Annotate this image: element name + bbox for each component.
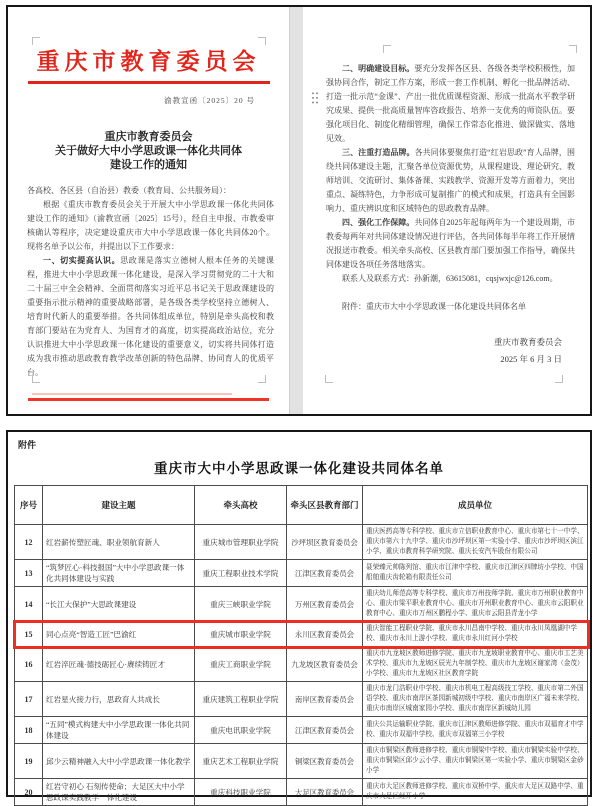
cell-no: 13 xyxy=(15,560,43,587)
communities-table-body xyxy=(15,525,588,806)
table-row xyxy=(15,717,588,744)
cell-dept: 江津区教育委员会 xyxy=(287,717,363,744)
table-header-row xyxy=(15,486,588,525)
cell-theme: “长江大保护”大思政课建设 xyxy=(43,587,195,622)
notice-page-2 xyxy=(303,7,590,414)
crop-mark xyxy=(383,45,391,53)
table-row xyxy=(15,587,588,622)
cell-members: 重庆幼儿师范高等专科学校、重庆市万州技师学院、重庆市万州职业教育中心、重庆市梁平职业教育中心、重庆市开州职业教育中心、重庆市云阳职业教育中心、重庆市万州区鹏程小学、重庆市云阳县青龙小学 xyxy=(363,587,588,622)
doc-body-page2 xyxy=(303,7,590,314)
notice-document-frame xyxy=(6,5,592,416)
attachment-note: 附件：重庆市大中小学思政课一体化建设共同体名单 xyxy=(342,302,526,311)
col-header-dept: 牵头区县教育部门 xyxy=(287,486,363,525)
red-rule xyxy=(28,81,270,84)
cell-college: 重庆三峡职业学院 xyxy=(195,587,287,622)
annotation-underline xyxy=(28,398,269,401)
doc-title xyxy=(8,130,289,172)
signature-block xyxy=(303,334,562,368)
attachment-title: 重庆市大中小学思政课一体化建设共同体名单 xyxy=(154,461,444,476)
cell-theme: 红岩淬匠魂·德技砺匠心·赓续铸匠才 xyxy=(43,647,195,682)
table-row xyxy=(15,682,588,717)
table-row-highlighted xyxy=(15,622,588,647)
salutation: 各高校、各区县（自治县）教委（教育局、公共服务局）： xyxy=(27,186,231,195)
cell-members: 重庆市大足区教师进修学校、重庆市双桥中学、重庆市大足区双路中学、重庆市大足区经开小学 xyxy=(363,779,588,806)
cell-theme: 红岩薪传塑匠魂、职业领航育新人 xyxy=(43,525,195,560)
cell-theme: “筑梦匠心·科技报国”大中小学思政课一体化共同体建设与实践 xyxy=(43,560,195,587)
attachment-label: 附件 xyxy=(18,440,37,450)
cell-members: 重庆公共运输职业学院、重庆市江津区教师进修学院、重庆市双福育才中学校、重庆市双福中学校、重庆市双福第三小学校 xyxy=(363,717,588,744)
cell-dept: 沙坪坝区教育委员会 xyxy=(287,525,363,560)
section-4-text: 共同体自2025年起每两年为一个建设周期，市教委每两年对共同体建设情况进行评估，各共同体每半年将工作开展情况报送市教委。相关牵头高校、区县教育部门要加强工作指导，确保共同体建设各项任务落地落实。 xyxy=(326,218,576,269)
crop-mark xyxy=(569,45,577,53)
cell-no: 15 xyxy=(15,622,43,647)
crop-mark xyxy=(258,375,266,383)
cell-members: 重庆医药高等专科学校、重庆市立信职业教育中心、重庆市第七十一中学、重庆市第六十九中学、重庆市沙坪坝区第一实验小学、重庆市沙坪坝区滨江小学、重庆市教育科学研究院、重庆长安汽车股份有限公司 xyxy=(363,525,588,560)
cell-dept: 江津区教育委员会 xyxy=(287,560,363,587)
cell-college: 重庆城市职业学院 xyxy=(195,622,287,647)
cell-college: 重庆科技职业学院 xyxy=(195,779,287,806)
col-header-no: 序号 xyxy=(15,486,43,525)
col-header-members: 成员单位 xyxy=(363,486,588,525)
cell-theme: 红岩守初心 石刻传使命；大足区大中小学思政课实践教学一体化建设 xyxy=(43,779,195,806)
cell-dept: 南岸区教育委员会 xyxy=(287,682,363,717)
section-2 xyxy=(326,62,575,146)
cell-theme: 红岩星火接力行，思政育人共成长 xyxy=(43,682,195,717)
section-1-lead: 一、切实提高认识。 xyxy=(43,256,121,265)
cell-no: 16 xyxy=(15,647,43,682)
cell-no: 18 xyxy=(15,717,43,744)
contact-line: 联系人及联系方式：孙新潮，63615081，cqsjwxjc@126.com。 xyxy=(342,274,558,283)
cell-college: 重庆工商职业学院 xyxy=(195,647,287,682)
notice-page-1 xyxy=(8,7,289,414)
cell-no: 12 xyxy=(15,525,43,560)
table-row xyxy=(15,560,588,587)
cell-college: 重庆电讯职业学院 xyxy=(195,717,287,744)
col-header-college: 牵头高校 xyxy=(195,486,287,525)
attachment-frame xyxy=(6,430,592,802)
cell-college: 重庆建筑工程职业学院 xyxy=(195,682,287,717)
section-4 xyxy=(326,216,575,272)
cell-dept: 万州区教育委员会 xyxy=(287,587,363,622)
table-row xyxy=(15,647,588,682)
drag-handle-icon[interactable] xyxy=(311,91,319,105)
agency-header: 重庆市教育委员会 xyxy=(36,49,261,74)
cell-dept: 九龙坡区教育委员会 xyxy=(287,647,363,682)
intro-paragraph: 根据《重庆市教育委员会关于开展大中小学思政课一体化共同体建设工作的通知》（渝教宣函〔2025〕15号），经自主申报、市教委审核确认等程序，决定建设重庆市大中小学思政课一体化共同体20个。现将名单予以公布，并提出以下工作要求： xyxy=(27,200,274,251)
crop-mark xyxy=(32,37,40,45)
crop-mark xyxy=(555,375,563,383)
table-row xyxy=(15,779,588,806)
doc-number: 渝教宣函〔2025〕20 号 xyxy=(164,96,255,105)
section-1 xyxy=(27,254,274,380)
section-3-lead: 三、注重打造品牌。 xyxy=(342,148,415,157)
doc-title-line2: 关于做好大中小学思政课一体化共同体 xyxy=(55,145,242,157)
cell-members: 聂荣臻元帅陈列馆、重庆市江津中学校、重庆市江津区四牌坊小学校、中国船舶重庆齿轮箱有限责任公司 xyxy=(363,560,588,587)
doc-body-page1 xyxy=(27,184,274,380)
cell-no: 14 xyxy=(15,587,43,622)
annotation-underline-faint xyxy=(32,393,232,395)
cell-members: 重庆市龙门浩职业中学校、重庆市机电工程高级技工学校、重庆市第二外国语学校、重庆市南岸区茶园新城初级中学校、重庆市南岸区广福未来学校、重庆市南岸区城南家园小学校、重庆市南岸区新城幼儿园 xyxy=(363,682,588,717)
crop-mark xyxy=(32,375,40,383)
cell-theme: “五同”模式构建大中小学思政课一体化共同体建设 xyxy=(43,717,195,744)
cell-theme: 邱少云精神融入大中小学思政课一体化教学 xyxy=(43,744,195,779)
section-2-text: 要充分发挥各区县、各级各类学校积极性，加强协同合作，制定工作方案，形成一套工作机制、孵化一批品牌活动、打造一批示范“金课”、产出一批优质课程资源、形成一批高水平教学研究成果、提供一批高质量智库咨政报告、培养一支优秀的师资队伍。要强化项目化、制度化精细管理，确保工作常态化推进、做深做实、落地见效。 xyxy=(326,64,576,143)
sign-date: 2025 年 6 月 3 日 xyxy=(500,354,562,364)
table-row xyxy=(15,525,588,560)
section-4-lead: 四、强化工作保障。 xyxy=(342,218,415,227)
cell-dept: 永川区教育委员会 xyxy=(287,622,363,647)
page-gap xyxy=(289,7,303,414)
doc-title-line3: 建设工作的通知 xyxy=(110,159,187,171)
cell-members: 重庆市铜梁区教师进修学校、重庆市铜梁中学校、重庆市铜梁实验中学校、重庆市铜梁区邱少云小学、重庆市铜梁区第一实验小学、重庆市铜梁区金砂小学 xyxy=(363,744,588,779)
cell-members: 重庆市九龙坡区教师进修学院、重庆市九龙坡职业教育中心、重庆市工艺美术学校、重庆市九龙坡区辰光九年制学校、重庆市九龙坡区谢家湾（金茂）小学校、重庆市九龙坡区社区教育学院 xyxy=(363,647,588,682)
cell-no: 20 xyxy=(15,779,43,806)
crop-mark xyxy=(258,37,266,45)
cell-dept: 铜梁区教育委员会 xyxy=(287,744,363,779)
cell-college: 重庆工程职业技术学院 xyxy=(195,560,287,587)
section-2-lead: 二、明确建设目标。 xyxy=(342,64,415,73)
crop-mark xyxy=(325,375,333,383)
section-3-text: 各共同体要聚焦打造“红岩思政”育人品牌，围绕共同体建设主题，汇聚各单位资源优势，从课程建设、理论研究、教师培训、交流研讨、集体备课、实践教学、资源开发等方面着力，突出重点、凝练特色，力争形成可复制推广的模式和成果，打造具有全国影响力、重庆辨识度和区域特色的思政教育品牌。 xyxy=(326,148,575,213)
section-3 xyxy=(326,146,575,216)
cell-no: 19 xyxy=(15,744,43,779)
cell-dept: 大足区教育委员会 xyxy=(287,779,363,806)
doc-title-line1: 重庆市教育委员会 xyxy=(104,131,193,143)
cell-college: 重庆城市管理职业学院 xyxy=(195,525,287,560)
section-1-text: 思政课是落实立德树人根本任务的关键课程，推进大中小学思政课一体化建设，是深入学习贯彻党的二十大和二十届三中全会精神、全面贯彻落实习近平总书记关于思政课建设的重要指示批示精神的重要战略部署，是各级各类学校坚持立德树人、培育时代新人的重要举措。各共同体组成单位，特别是牵头高校和教育部门要站在为党育人、为国育才的高度，切实提高政治站位，充分认识推进大中小学思政课一体化建设的重要意义，切实将共同体打造成为我市推动思政教育教学改革创新的特色品牌、协同育人的优质平台。 xyxy=(27,256,275,377)
cell-college: 重庆艺术工程职业学院 xyxy=(195,744,287,779)
signer: 重庆市教育委员会 xyxy=(493,337,562,347)
col-header-theme: 建设主题 xyxy=(43,486,195,525)
table-row xyxy=(15,744,588,779)
cell-members: 重庆智能工程职业学院、重庆市永川昌南中学校、重庆市永川凤凰湖中学校、重庆市永川上游小学校、重庆市永川红河小学校 xyxy=(363,622,588,647)
cell-theme: 同心点亮“智造工匠”巴渝红 xyxy=(43,622,195,647)
cell-no: 17 xyxy=(15,682,43,717)
communities-table xyxy=(14,485,588,806)
